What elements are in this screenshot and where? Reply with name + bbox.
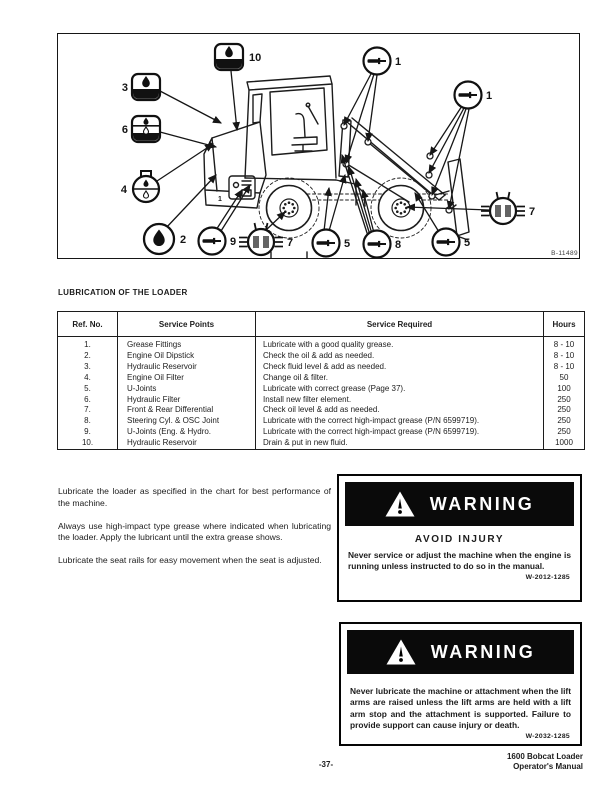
cell-hours: 100 <box>544 384 585 395</box>
warning-box-avoid-injury <box>337 474 582 602</box>
cell-hours: 1000 <box>544 438 585 449</box>
cell-ref-no: 3. <box>84 361 91 371</box>
table-row <box>58 362 585 373</box>
grease-gun-icon <box>313 230 340 257</box>
machine-decal: 1 <box>218 196 222 203</box>
oil-reservoir-drop-icon <box>215 44 243 70</box>
callout-number: 2 <box>180 234 187 246</box>
cell-service-required: Install new filter element. <box>256 395 544 406</box>
table-row <box>58 337 585 351</box>
callout-2 <box>144 224 186 254</box>
grease-gun-icon <box>364 231 391 258</box>
warning-title: WARNING <box>429 493 535 514</box>
table-row <box>58 384 585 395</box>
cell-ref-no: 6. <box>84 394 91 404</box>
engine-pump-detail <box>229 176 255 199</box>
cell-service-points: Hydraulic Reservoir <box>118 362 256 373</box>
callout-5-mid <box>313 230 351 257</box>
cell-ref-no: 4. <box>84 372 91 382</box>
warning-triangle-icon <box>385 491 415 517</box>
callout-number: 5 <box>344 238 351 250</box>
warning-triangle-icon <box>386 639 416 665</box>
footer-line-2: Operator's Manual <box>513 761 583 771</box>
header-hours: Hours <box>544 312 585 337</box>
cell-service-required: Check oil level & add as needed. <box>256 405 544 416</box>
loader-lubrication-diagram <box>58 34 579 258</box>
paragraph: Lubricate the seat rails for easy movement when the seat is adjusted. <box>58 555 322 566</box>
callout-3 <box>122 74 160 100</box>
warning-text: Never lubricate the machine or attachment when the lift arms are raised unless the lift arms are held with a lift arm stop and the attachment is supported. Failure to provide support can cause injury or death. <box>350 686 571 731</box>
table-body <box>58 337 585 450</box>
cell-hours: 8 - 10 <box>544 362 585 373</box>
header-service-required: Service Required <box>256 312 544 337</box>
callout-number: 1 <box>395 56 402 68</box>
cell-service-points: Engine Oil Filter <box>118 373 256 384</box>
footer-manual-title <box>420 752 583 772</box>
table-row <box>58 427 585 438</box>
table-row <box>58 438 585 449</box>
cell-ref-no: 8. <box>84 416 91 426</box>
warning-box-lift-arms <box>339 622 582 746</box>
oil-can-level-icon <box>133 171 159 202</box>
callout-4 <box>121 171 159 202</box>
callout-1-left <box>364 48 402 75</box>
table-row <box>58 351 585 362</box>
figure-code: B-11489 <box>551 250 578 257</box>
cell-service-required: Lubricate with a good quality grease. <box>256 337 544 351</box>
cell-service-required: Check the oil & add as needed. <box>256 351 544 362</box>
oil-drop-icon <box>144 224 174 254</box>
section-title: LUBRICATION OF THE LOADER <box>58 288 188 297</box>
callout-number: 10 <box>249 52 262 64</box>
cell-service-points: Grease Fittings <box>118 337 256 351</box>
cell-service-points: Front & Rear Differential <box>118 405 256 416</box>
paragraph: Always use high-impact type grease where indicated when lubricating the loader. Apply the lubricant until the extra grease shows. <box>58 520 331 543</box>
cell-hours: 250 <box>544 416 585 427</box>
cell-ref-no: 10. <box>81 438 94 448</box>
table-row <box>58 405 585 416</box>
header-service-points: Service Points <box>118 312 256 337</box>
u-joint-icon <box>239 223 283 255</box>
cell-service-points: Hydraulic Filter <box>118 395 256 406</box>
footer-line-1: 1600 Bobcat Loader <box>506 752 583 761</box>
cell-ref-no: 5. <box>84 383 91 393</box>
cell-ref-no: 1. <box>84 340 91 349</box>
table-header-row <box>58 312 585 337</box>
cell-hours: 8 - 10 <box>544 337 585 351</box>
paragraph: Lubricate the loader as specified in the chart for best performance of the machine. <box>58 486 331 508</box>
cell-service-points: Engine Oil Dipstick <box>118 351 256 362</box>
callout-number: 5 <box>464 237 471 249</box>
page-number: -37- <box>318 760 334 769</box>
loader-illustration <box>204 76 469 258</box>
cell-hours: 8 - 10 <box>544 351 585 362</box>
table-row <box>58 395 585 406</box>
cell-service-required: Check fluid level & add as needed. <box>256 362 544 373</box>
cell-hours: 250 <box>544 395 585 406</box>
grease-gun-icon <box>433 229 460 256</box>
warning-header <box>347 630 574 674</box>
header-ref-no: Ref. No. <box>58 312 118 337</box>
warning-subtitle: AVOID INJURY <box>414 534 505 545</box>
callout-number: 3 <box>121 82 128 94</box>
cell-service-points: Steering Cyl. & OSC Joint <box>118 416 256 427</box>
table-row <box>58 416 585 427</box>
callout-7-right <box>481 192 535 224</box>
u-joint-icon <box>481 192 525 224</box>
cell-service-required: Lubricate with the correct high-impact grease (P/N 6599719). <box>256 427 544 438</box>
lubrication-table <box>57 311 585 450</box>
warning-code: W-2032-1285 <box>525 732 570 740</box>
cell-service-required: Lubricate with correct grease (Page 37). <box>256 384 544 395</box>
callout-number: 7 <box>529 206 536 218</box>
grease-gun-icon <box>199 228 226 255</box>
grease-gun-icon <box>364 48 391 75</box>
table-row <box>58 373 585 384</box>
callout-6 <box>122 116 160 142</box>
callout-number: 7 <box>287 237 294 249</box>
callout-number: 4 <box>120 184 127 196</box>
oil-reservoir-drop-icon <box>132 74 160 100</box>
cell-service-points: U-Joints (Eng. & Hydro. <box>118 427 256 438</box>
callout-number: 1 <box>486 90 493 102</box>
callout-10 <box>215 44 261 70</box>
warning-text: Never service or adjust the machine when the engine is running unless instructed to do so in the manual. <box>348 550 571 572</box>
callout-number: 9 <box>230 236 237 248</box>
callout-number: 8 <box>395 239 402 251</box>
body-text <box>58 486 331 578</box>
callout-9 <box>199 228 237 255</box>
cell-hours: 50 <box>544 373 585 384</box>
cell-ref-no: 9. <box>84 427 91 437</box>
lubrication-diagram-figure <box>57 33 580 259</box>
cell-ref-no: 7. <box>84 405 91 415</box>
cell-service-points: U-Joints <box>118 384 256 395</box>
cell-hours: 250 <box>544 405 585 416</box>
cell-service-points: Hydraulic Reservoir <box>118 438 256 449</box>
cell-ref-no: 2. <box>84 350 91 360</box>
oil-reservoir-level-icon <box>132 116 160 142</box>
callout-number: 6 <box>121 124 128 136</box>
callout-1-right <box>455 82 493 109</box>
grease-gun-icon <box>455 82 482 109</box>
cell-service-required: Drain & put in new fluid. <box>256 438 544 449</box>
cell-service-required: Lubricate with the correct high-impact grease (P/N 6599719). <box>256 416 544 427</box>
cell-hours: 250 <box>544 427 585 438</box>
callout-8 <box>364 231 402 258</box>
warning-title: WARNING <box>430 641 536 662</box>
warning-header <box>345 482 574 526</box>
cell-service-required: Change oil & filter. <box>256 373 544 384</box>
warning-code: W-2012-1285 <box>525 573 570 581</box>
